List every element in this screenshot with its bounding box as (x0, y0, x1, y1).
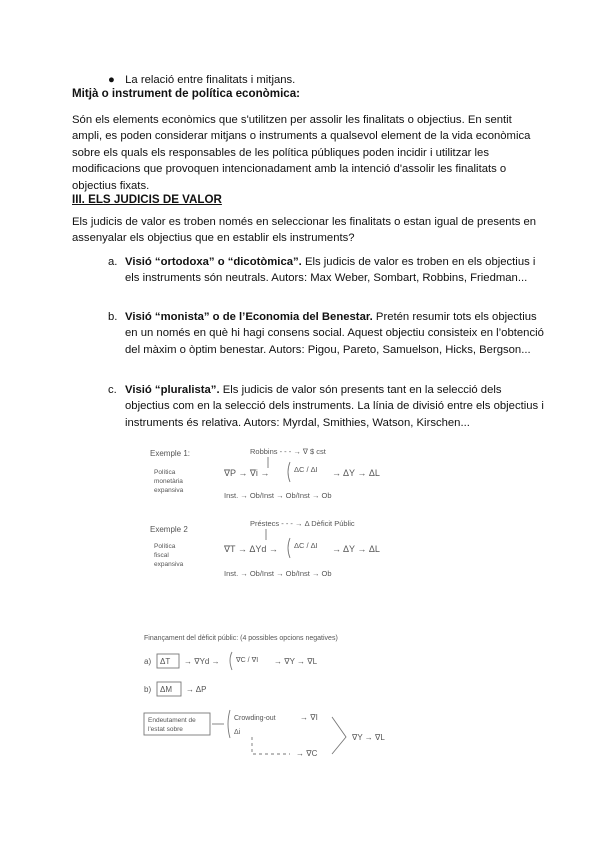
fin-c-mid2: Δi (234, 729, 241, 736)
fin-a-brace (230, 652, 232, 670)
fin-b-rest: → ΔP (186, 685, 207, 694)
ex1-top: Robbins - - - → ∇ $ cst (250, 447, 326, 456)
ex2-side-1: Política (154, 543, 176, 550)
heading-judicis: III. ELS JUDICIS DE VALOR (72, 193, 222, 206)
list-item-ortodoxa (108, 254, 548, 287)
fin-c-box-line1: Endeutament de (148, 717, 196, 724)
fin-c-converge (332, 717, 346, 754)
fin-b-label: b) (144, 685, 152, 694)
bullet-text: La relació entre finalitats i mitjans. (125, 74, 296, 86)
ex1-frac: ΔC / ΔI (294, 465, 318, 474)
list-marker: a. (108, 256, 118, 268)
ex2-label: Exemple 2 (150, 525, 188, 534)
list-marker: c. (108, 384, 117, 396)
ex2-side-3: expansiva (154, 561, 184, 568)
fin-c-box-line2: l'estat sobre (148, 726, 183, 733)
ex1-row2: Inst. → Ob/Inst → Ob/Inst → Ob (224, 491, 332, 500)
list-item-title: Visió “monista” o de l’Economia del Benestar. (125, 311, 373, 323)
fin-a-rest: → ∇Yd → (184, 657, 220, 666)
list-item-text: Els judicis de valor són presents tant en la selecció dels objectius com en la selecció dels instruments. La línia de divisió entre els objectius i instruments és relativa. Autors: Myrdal, Smithies, Watson, Kirschen... (125, 384, 544, 429)
ex1-side-3: expansiva (154, 487, 184, 494)
ex2-brace (288, 538, 290, 558)
fin-a-box-text: ΔT (160, 657, 171, 666)
list-item-body (125, 254, 548, 287)
ex1-brace (288, 462, 290, 482)
handwritten-notes (140, 432, 460, 762)
ex1-side-1: Política (154, 469, 176, 476)
ex2-top: Préstecs - - - → Δ Dèficit Públic (250, 519, 355, 528)
fin-a-end: → ∇Y → ∇L (274, 657, 318, 666)
fin-a-frac: ∇C / ∇I (236, 657, 259, 664)
list-item-pluralista (108, 382, 548, 431)
ex2-row1: ∇T → ΔYd → (224, 544, 278, 554)
ex2-frac: ΔC / ΔI (294, 541, 318, 550)
ex1-side-2: monetària (154, 478, 183, 485)
fin-title: Finançament del dèficit públic: (4 possibles opcions negatives) (144, 635, 338, 642)
list-item-title: Visió “ortodoxa” o “dicotòmica”. (125, 256, 302, 268)
ex2-side-2: fiscal (154, 552, 169, 559)
ex1-row1-end: → ΔY → ΔL (332, 468, 380, 478)
list-item-body (125, 382, 548, 431)
list-item-body (125, 309, 548, 358)
list-item-title: Visió “pluralista”. (125, 384, 220, 396)
ex2-row2: Inst. → Ob/Inst → Ob/Inst → Ob (224, 569, 332, 578)
fin-c-brace (228, 710, 230, 738)
list-item-text: Pretén resumir tots els objectius en un només en què hi hagi consens social. Aquest objectiu consisteix en l’obtenció del màxim o òptim benestar. Autors: Pigou, Pareto, Samuelson, Hicks, Bergson... (125, 311, 544, 356)
fin-c-end: ∇Y → ∇L (352, 733, 385, 742)
list-item-monista (108, 309, 548, 358)
list-marker: b. (108, 311, 118, 323)
heading-mitja: Mitjà o instrument de política econòmica: (72, 87, 301, 100)
ex1-label: Exemple 1: (150, 449, 191, 458)
bullet-item (108, 72, 295, 88)
fin-c-r2: → ∇C (296, 749, 318, 758)
paragraph-judicis: Els judicis de valor es troben només en seleccionar les finalitats o estan igual de presents en assenyalar els objectius que en establir els instruments? (72, 216, 537, 245)
fin-c-dashed-path (252, 737, 290, 754)
ex2-row1-end: → ΔY → ΔL (332, 544, 380, 554)
list-item-text: Els judicis de valor es troben en els objectius i els instruments són neutrals. Autors: Max Weber, Sombart, Robbins, Friedman... (125, 256, 536, 285)
paragraph-mitja: Són els elements econòmics que s'utilitzen per assolir les finalitats o objectius. En sentit ampli, es poden considerar mitjans o instruments a qualsevol element de la vida econòmica sobre els quals els responsables de les política públiques poden incidir i utilitzar les modificacions que provoquen intencionadament amb la intenció d'assolir les finalitats o objectius fixats. (72, 114, 531, 192)
bullet-dot-icon: ● (108, 74, 115, 86)
fin-b-box-text: ΔM (160, 685, 173, 694)
fin-c-r1: → ∇I (300, 713, 318, 722)
ex1-row1: ∇P → ∇i → (224, 468, 270, 478)
fin-a-label: a) (144, 657, 152, 666)
fin-c-mid: Crowding-out (234, 715, 276, 722)
